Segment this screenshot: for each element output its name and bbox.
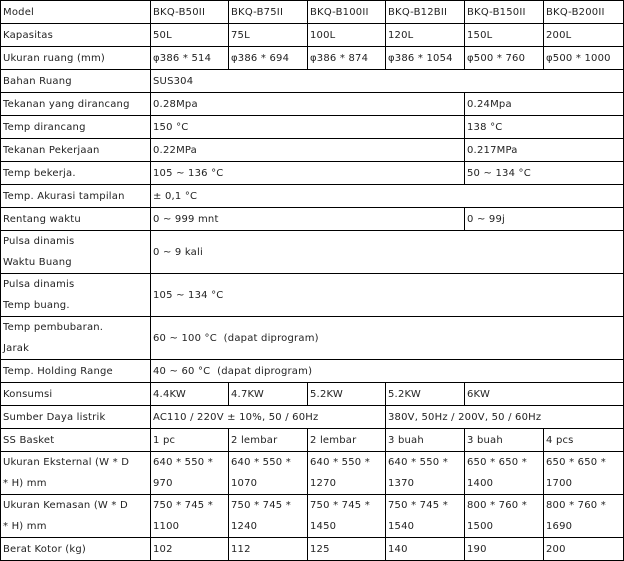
row-label	[1, 274, 151, 317]
value-cell	[229, 495, 308, 538]
row-label: Konsumsi	[1, 383, 151, 406]
value-cell: 1 pc	[151, 429, 229, 452]
label-line: * H) mm	[3, 521, 47, 532]
value-cell: 5.2KW	[308, 383, 386, 406]
value-cell	[465, 452, 544, 495]
row-display-accuracy	[1, 185, 624, 208]
row-basket	[1, 429, 624, 452]
row-time-range	[1, 208, 624, 231]
value-cell: φ386 * 694	[229, 47, 308, 70]
value-line: 1700	[546, 478, 573, 489]
row-label: Tekanan Pekerjaan	[1, 139, 151, 162]
value-cell: 112	[229, 538, 308, 561]
value-cell	[465, 495, 544, 538]
row-room-material	[1, 70, 624, 93]
value-line: 1690	[546, 521, 573, 532]
row-melt-temp	[1, 317, 624, 360]
label-line: Ukuran Eksternal (W * D	[3, 457, 130, 468]
row-consumption	[1, 383, 624, 406]
model-cell: BKQ-B150II	[465, 1, 544, 24]
value-cell: 75L	[229, 24, 308, 47]
value-line: 750 * 745 *	[231, 500, 291, 511]
row-external-size	[1, 452, 624, 495]
value-line: 1240	[231, 521, 258, 532]
value-cell: 150 °C	[151, 116, 465, 139]
value-cell: 190	[465, 538, 544, 561]
value-cell: 3 buah	[386, 429, 465, 452]
row-room-size	[1, 47, 624, 70]
value-cell: 6KW	[465, 383, 624, 406]
value-cell: 0 ~ 999 mnt	[151, 208, 465, 231]
row-label: Bahan Ruang	[1, 70, 151, 93]
value-cell: 200	[544, 538, 624, 561]
value-cell: 102	[151, 538, 229, 561]
model-cell: BKQ-B50II	[151, 1, 229, 24]
label-line: * H) mm	[3, 478, 47, 489]
value-cell: 120L	[386, 24, 465, 47]
value-line: 1370	[388, 478, 415, 489]
value-cell: 380V, 50Hz / 200V, 50 / 60Hz	[386, 406, 624, 429]
value-cell: 60 ~ 100 °C (dapat diprogram)	[151, 317, 624, 360]
value-line: 1540	[388, 521, 415, 532]
value-cell: 2 lembar	[308, 429, 386, 452]
value-cell: φ386 * 1054	[386, 47, 465, 70]
value-cell: SUS304	[151, 70, 624, 93]
model-cell: BKQ-B100II	[308, 1, 386, 24]
value-line: 1400	[467, 478, 494, 489]
value-cell	[544, 495, 624, 538]
value-line: 650 * 650 *	[467, 457, 527, 468]
value-cell: 0.28Mpa	[151, 93, 465, 116]
row-label: Temp. Akurasi tampilan	[1, 185, 151, 208]
value-cell: 0.217MPa	[465, 139, 624, 162]
value-cell: φ386 * 514	[151, 47, 229, 70]
row-label	[1, 317, 151, 360]
value-cell: 138 °C	[465, 116, 624, 139]
model-cell: BKQ-B200II	[544, 1, 624, 24]
value-cell: 140	[386, 538, 465, 561]
value-cell: 105 ~ 134 °C	[151, 274, 624, 317]
value-cell: 50L	[151, 24, 229, 47]
value-cell: ± 0,1 °C	[151, 185, 624, 208]
value-line: 970	[153, 478, 173, 489]
value-line: 1100	[153, 521, 180, 532]
value-cell: 4.4KW	[151, 383, 229, 406]
value-line: 750 * 745 *	[153, 500, 213, 511]
label-line: Waktu Buang	[3, 257, 72, 268]
row-label: Temp. Holding Range	[1, 360, 151, 383]
value-cell: 40 ~ 60 °C (dapat diprogram)	[151, 360, 624, 383]
value-cell: 0.24Mpa	[465, 93, 624, 116]
value-cell: 3 buah	[465, 429, 544, 452]
value-cell	[386, 495, 465, 538]
value-cell: φ386 * 874	[308, 47, 386, 70]
value-line: 640 * 550 *	[231, 457, 291, 468]
value-cell: 0.22MPa	[151, 139, 465, 162]
row-design-pressure	[1, 93, 624, 116]
value-cell: 4.7KW	[229, 383, 308, 406]
row-gross-weight	[1, 538, 624, 561]
value-line: 750 * 745 *	[310, 500, 370, 511]
row-model	[1, 1, 624, 24]
row-label: Berat Kotor (kg)	[1, 538, 151, 561]
value-line: 800 * 760 *	[467, 500, 527, 511]
label-line: Ukuran Kemasan (W * D	[3, 500, 128, 511]
row-label: Ukuran ruang (mm)	[1, 47, 151, 70]
value-cell	[229, 452, 308, 495]
value-line: 640 * 550 *	[310, 457, 370, 468]
value-cell: φ500 * 1000	[544, 47, 624, 70]
row-pulse-temp	[1, 274, 624, 317]
model-cell: BKQ-B75II	[229, 1, 308, 24]
value-cell: 0 ~ 99j	[465, 208, 624, 231]
value-line: 1070	[231, 478, 258, 489]
value-cell: 0 ~ 9 kali	[151, 231, 624, 274]
value-cell	[308, 495, 386, 538]
row-work-temp	[1, 162, 624, 185]
row-design-temp	[1, 116, 624, 139]
row-label: Rentang waktu	[1, 208, 151, 231]
row-package-size	[1, 495, 624, 538]
value-line: 750 * 745 *	[388, 500, 448, 511]
value-line: 800 * 760 *	[546, 500, 606, 511]
value-cell: 2 lembar	[229, 429, 308, 452]
value-cell	[308, 452, 386, 495]
value-cell: 150L	[465, 24, 544, 47]
row-label	[1, 231, 151, 274]
label-line: Jarak	[3, 343, 30, 354]
value-cell: 4 pcs	[544, 429, 624, 452]
row-label: Temp bekerja.	[1, 162, 151, 185]
label-line: Temp buang.	[3, 300, 70, 311]
row-label: Model	[1, 1, 151, 24]
row-label: Tekanan yang dirancang	[1, 93, 151, 116]
row-label	[1, 452, 151, 495]
value-cell: 105 ~ 136 °C	[151, 162, 465, 185]
value-cell: 100L	[308, 24, 386, 47]
value-cell: AC110 / 220V ± 10%, 50 / 60Hz	[151, 406, 386, 429]
value-cell	[151, 452, 229, 495]
value-cell: φ500 * 760	[465, 47, 544, 70]
row-work-pressure	[1, 139, 624, 162]
value-cell	[544, 452, 624, 495]
model-cell: BKQ-B12BII	[386, 1, 465, 24]
row-capacity	[1, 24, 624, 47]
row-label: Sumber Daya listrik	[1, 406, 151, 429]
value-cell: 5.2KW	[386, 383, 465, 406]
value-cell	[151, 495, 229, 538]
row-label: Kapasitas	[1, 24, 151, 47]
row-label: Temp dirancang	[1, 116, 151, 139]
value-line: 1450	[310, 521, 337, 532]
value-cell: 125	[308, 538, 386, 561]
row-power-source	[1, 406, 624, 429]
value-line: 650 * 650 *	[546, 457, 606, 468]
value-cell: 50 ~ 134 °C	[465, 162, 624, 185]
label-line: Temp pembubaran.	[3, 322, 104, 333]
label-line: Pulsa dinamis	[3, 236, 75, 247]
row-label: SS Basket	[1, 429, 151, 452]
value-cell: 200L	[544, 24, 624, 47]
row-label	[1, 495, 151, 538]
value-line: 640 * 550 *	[388, 457, 448, 468]
value-line: 1500	[467, 521, 494, 532]
value-cell	[386, 452, 465, 495]
value-line: 640 * 550 *	[153, 457, 213, 468]
row-pulse-time	[1, 231, 624, 274]
value-line: 1270	[310, 478, 337, 489]
row-holding-range	[1, 360, 624, 383]
label-line: Pulsa dinamis	[3, 279, 75, 290]
